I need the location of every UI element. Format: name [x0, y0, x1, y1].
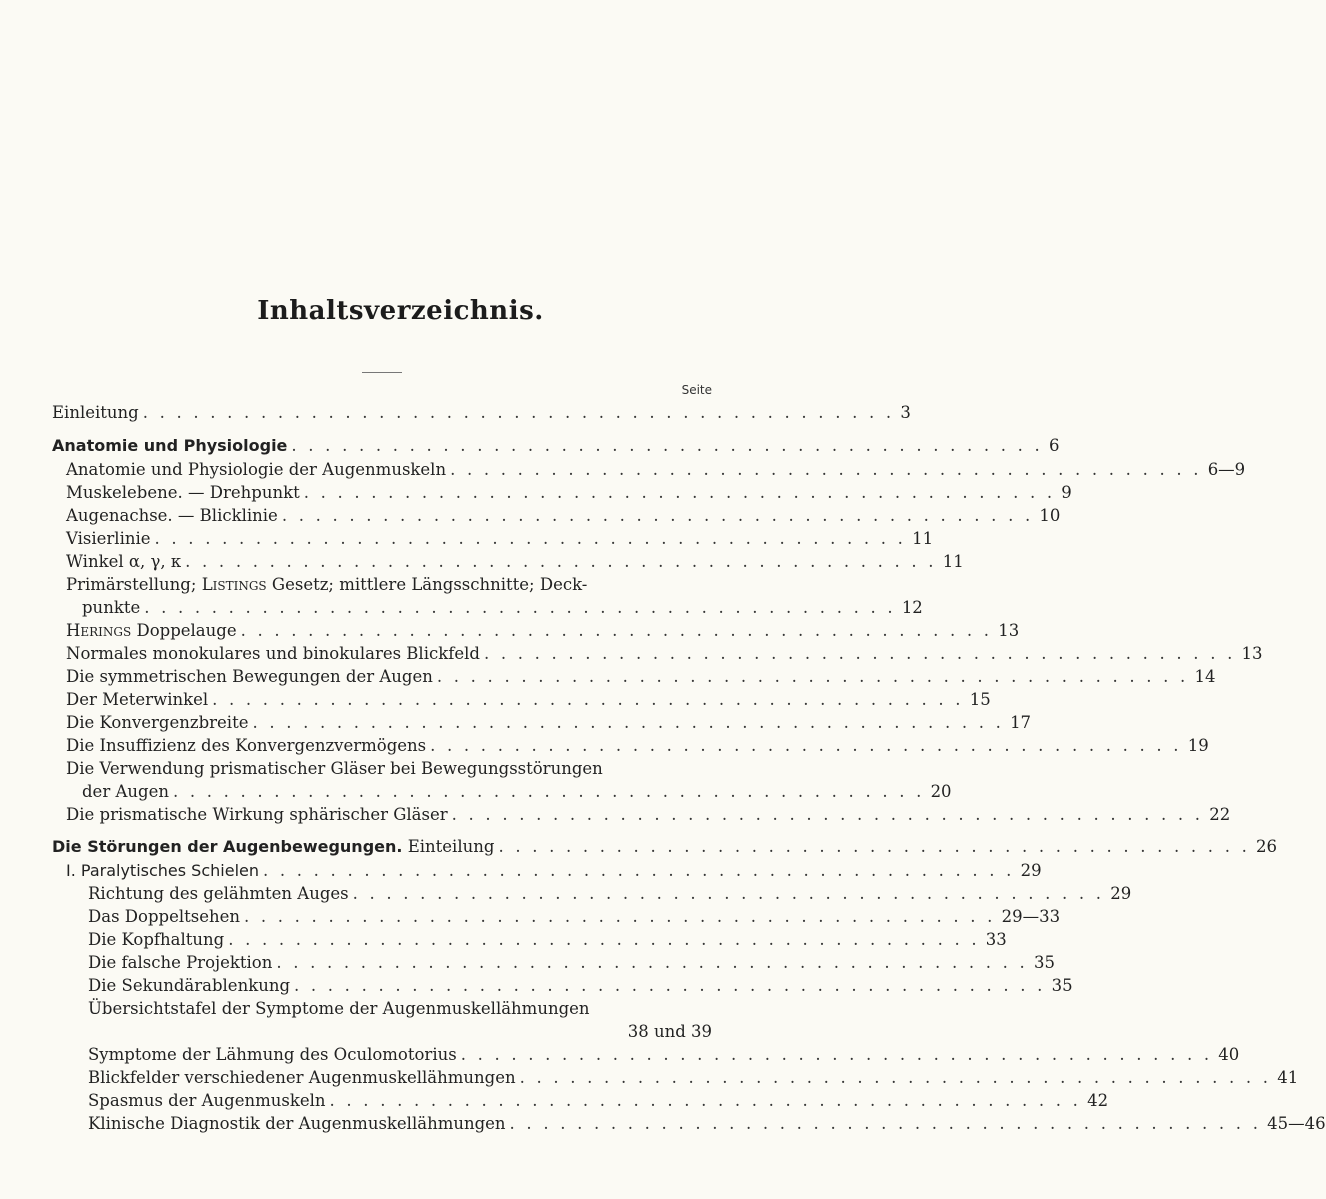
leader-dots: . . . . . . . . . . . . . . . . . . . . . . . . . . . . . . . . . . . . . . . . . . . . .: [451, 805, 1204, 824]
toc-section-anatomie[interactable]: [52, 434, 1060, 457]
leader-dots: . . . . . . . . . . . . . . . . . . . . . . . . . . . . . . . . . . . . . . . . . . . . .: [303, 483, 1056, 502]
toc-entry-label: Die prismatische Wirkung sphärischer Gläser: [66, 805, 448, 824]
toc-entry-label: Gesetz; mittlere Längsschnitte; Deck-: [266, 575, 588, 594]
toc-entry-page: 29: [1020, 861, 1042, 880]
toc-section-label: Anatomie und Physiologie: [52, 436, 288, 455]
leader-dots: . . . . . . . . . . . . . . . . . . . . . . . . . . . . . . . . . . . . . . . . . . . . .: [281, 506, 1034, 525]
title-divider: [362, 372, 402, 373]
toc-entry-label: punkte: [82, 598, 141, 617]
toc-entry-label: Richtung des gelähmten Auges: [88, 884, 349, 903]
toc-entry[interactable]: [66, 550, 964, 573]
toc-entry[interactable]: [66, 642, 1263, 665]
toc-entry[interactable]: [66, 734, 1209, 757]
leader-dots: . . . . . . . . . . . . . . . . . . . . . . . . . . . . . . . . . . . . . . . . . . . . .: [291, 436, 1043, 455]
seite-column-label: Seite: [681, 383, 712, 397]
leader-dots: . . . . . . . . . . . . . . . . . . . . . . . . . . . . . . . . . . . . . . . . . . . . .: [294, 976, 1046, 995]
leader-dots: . . . . . . . . . . . . . . . . . . . . . . . . . . . . . . . . . . . . . . . . . . . . .: [436, 667, 1189, 686]
leader-dots: . . . . . . . . . . . . . . . . . . . . . . . . . . . . . . . . . . . . . . . . . . . . .: [483, 644, 1236, 663]
toc-entry-label: der Augen: [82, 782, 169, 801]
toc-entry-page: 3: [900, 403, 911, 422]
toc-entry[interactable]: [88, 882, 1132, 905]
leader-dots: . . . . . . . . . . . . . . . . . . . . . . . . . . . . . . . . . . . . . . . . . . . . .: [450, 460, 1202, 479]
leader-dots: . . . . . . . . . . . . . . . . . . . . . . . . . . . . . . . . . . . . . . . . . . . . .: [329, 1091, 1082, 1110]
toc-entry-page: 20: [930, 782, 952, 801]
leader-dots: . . . . . . . . . . . . . . . . . . . . . . . . . . . . . . . . . . . . . . . . . . . . .: [430, 736, 1182, 755]
page-title: Inhaltsverzeichnis.: [257, 296, 544, 326]
leader-dots: . . . . . . . . . . . . . . . . . . . . . . . . . . . . . . . . . . . . . . . . . . . . .: [252, 713, 1005, 732]
toc-entry-page: 17: [1010, 713, 1032, 732]
toc-entry-label: Blickfelder verschiedener Augenmuskellähmungen: [88, 1068, 516, 1087]
toc-entry-page: 9: [1061, 483, 1072, 502]
toc-entry[interactable]: [88, 905, 1061, 928]
toc-entry-label: Die Kopfhaltung: [88, 930, 225, 949]
toc-entry-label: Klinische Diagnostik der Augenmuskellähmungen: [88, 1114, 506, 1133]
toc-entry-name: Listings: [201, 575, 267, 594]
toc-entry-label: Die Sekundärablenkung: [88, 976, 291, 995]
toc-entry[interactable]: [88, 951, 1055, 974]
toc-entry-page: 11: [942, 552, 964, 571]
toc-entry[interactable]: [66, 527, 934, 550]
toc-entry-page: 45—46: [1267, 1114, 1326, 1133]
toc-entry-label: Symptome der Lähmung des Oculomotorius: [88, 1045, 457, 1064]
toc-entry[interactable]: [66, 504, 1061, 527]
leader-dots: . . . . . . . . . . . . . . . . . . . . . . . . . . . . . . . . . . . . . . . . . . . . .: [352, 884, 1105, 903]
toc-entry[interactable]: [66, 458, 1246, 481]
toc-entry[interactable]: [66, 665, 1216, 688]
toc-entry-page: 42: [1087, 1091, 1109, 1110]
toc-entry-multiline[interactable]: [66, 573, 587, 596]
leader-dots: . . . . . . . . . . . . . . . . . . . . . . . . . . . . . . . . . . . . . . . . . . . . .: [144, 598, 896, 617]
toc-entry[interactable]: [88, 1089, 1109, 1112]
leader-dots: . . . . . . . . . . . . . . . . . . . . . . . . . . . . . . . . . . . . . . . . . . . . .: [142, 403, 895, 422]
leader-dots: . . . . . . . . . . . . . . . . . . . . . . . . . . . . . . . . . . . . . . . . . . . . .: [509, 1114, 1262, 1133]
toc-entry-label: Winkel α, γ, κ: [66, 552, 182, 571]
leader-dots: . . . . . . . . . . . . . . . . . . . . . . . . . . . . . . . . . . . . . . . . . . . . .: [460, 1045, 1213, 1064]
toc-entry-page: 22: [1209, 805, 1231, 824]
leader-dots: . . . . . . . . . . . . . . . . . . . . . . . . . . . . . . . . . . . . . . . . . . . . .: [185, 552, 937, 571]
toc-section-stoerungen[interactable]: [52, 835, 1278, 858]
toc-entry-label: [66, 619, 237, 642]
leader-dots: . . . . . . . . . . . . . . . . . . . . . . . . . . . . . . . . . . . . . . . . . . . . .: [519, 1068, 1272, 1087]
toc-entry-page: 13: [1241, 644, 1263, 663]
leader-dots: . . . . . . . . . . . . . . . . . . . . . . . . . . . . . . . . . . . . . . . . . . . . .: [244, 907, 996, 926]
toc-entry-label: Die falsche Projektion: [88, 953, 273, 972]
toc-entry-page: 26: [1256, 837, 1278, 856]
toc-entry-page: 12: [901, 598, 923, 617]
toc-entry-label: Normales monokulares und binokulares Blickfeld: [66, 644, 480, 663]
toc-entry[interactable]: [88, 1066, 1299, 1089]
toc-entry-continuation[interactable]: [82, 780, 952, 803]
toc-entry-name: Herings: [66, 621, 132, 640]
leader-dots: . . . . . . . . . . . . . . . . . . . . . . . . . . . . . . . . . . . . . . . . . . . . .: [154, 529, 907, 548]
toc-entry[interactable]: [66, 619, 1020, 642]
toc-entry-label: Muskelebene. — Drehpunkt: [66, 483, 300, 502]
leader-dots: . . . . . . . . . . . . . . . . . . . . . . . . . . . . . . . . . . . . . . . . . . . . .: [228, 930, 980, 949]
toc-entry-page: 14: [1194, 667, 1216, 686]
toc-entry-label: Primärstellung;: [66, 575, 202, 594]
toc-entry[interactable]: [88, 928, 1007, 951]
toc-entry-page: 19: [1187, 736, 1209, 755]
toc-entry-label: Einleitung: [52, 403, 139, 422]
toc-entry-page: 29: [1110, 884, 1132, 903]
leader-dots: . . . . . . . . . . . . . . . . . . . . . . . . . . . . . . . . . . . . . . . . . . . . .: [498, 837, 1251, 856]
leader-dots: . . . . . . . . . . . . . . . . . . . . . . . . . . . . . . . . . . . . . . . . . . . . .: [212, 690, 964, 709]
toc-entry-page: 11: [912, 529, 934, 548]
leader-dots: . . . . . . . . . . . . . . . . . . . . . . . . . . . . . . . . . . . . . . . . . . . . .: [240, 621, 993, 640]
toc-entry[interactable]: [88, 974, 1073, 997]
toc-entry[interactable]: [66, 481, 1072, 504]
toc-entry-label: Anatomie und Physiologie der Augenmuskeln: [66, 460, 447, 479]
toc-entry[interactable]: [66, 711, 1032, 734]
toc-entry-label: Die Konvergenzbreite: [66, 713, 249, 732]
toc-entry[interactable]: [66, 803, 1231, 826]
toc-entry-page: 29—33: [1001, 907, 1061, 926]
leader-dots: . . . . . . . . . . . . . . . . . . . . . . . . . . . . . . . . . . . . . . . . . . . . .: [263, 861, 1015, 880]
toc-entry-page: 38 und 39: [627, 1022, 712, 1041]
toc-entry-page: 41: [1277, 1068, 1299, 1087]
toc-entry-page: 13: [998, 621, 1020, 640]
toc-entry-page: 15: [969, 690, 991, 709]
toc-entry-label: Spasmus der Augenmuskeln: [88, 1091, 326, 1110]
toc-entry[interactable]: [66, 688, 991, 711]
toc-entry-label: Die Insuffizienz des Konvergenzvermögens: [66, 736, 427, 755]
toc-entry-page: 6—9: [1207, 460, 1246, 479]
toc-entry-label: Das Doppeltsehen: [88, 907, 240, 926]
toc-entry-label: Die symmetrischen Bewegungen der Augen: [66, 667, 433, 686]
leader-dots: . . . . . . . . . . . . . . . . . . . . . . . . . . . . . . . . . . . . . . . . . . . . .: [276, 953, 1028, 972]
leader-dots: . . . . . . . . . . . . . . . . . . . . . . . . . . . . . . . . . . . . . . . . . . . . .: [172, 782, 925, 801]
toc-entry-page: 40: [1218, 1045, 1240, 1064]
toc-entry-multiline[interactable]: Die Verwendung prismatischer Gläser bei Bewegungsstörungen: [66, 759, 603, 778]
toc-entry-label: Augenachse. — Blicklinie: [66, 506, 278, 525]
toc-entry-label: Visierlinie: [66, 529, 151, 548]
toc-entry-page: 35: [1051, 976, 1073, 995]
toc-entry-multiline[interactable]: Übersichtstafel der Symptome der Augenmuskellähmungen: [88, 999, 590, 1018]
toc-entry-label-rest: Doppelauge: [131, 621, 237, 640]
toc-section-label: [52, 835, 494, 858]
toc-entry[interactable]: [88, 1112, 1326, 1135]
toc-subsection-paralytisches-schielen[interactable]: [66, 859, 1042, 882]
toc-entry-einleitung[interactable]: [52, 401, 911, 424]
toc-subsection-label: I. Paralytisches Schielen: [66, 861, 259, 880]
toc-entry-page: 33: [985, 930, 1007, 949]
toc-section-title: Die Störungen der Augenbewegungen.: [52, 837, 403, 856]
toc-entry-page: 6: [1049, 436, 1060, 455]
toc-entry-continuation[interactable]: [82, 596, 923, 619]
toc-entry[interactable]: [88, 1043, 1240, 1066]
toc-entry-page: 10: [1039, 506, 1061, 525]
toc-entry-label: Der Meterwinkel: [66, 690, 209, 709]
toc-section-subtitle: Einteilung: [402, 837, 495, 856]
toc-entry-page: 35: [1033, 953, 1055, 972]
